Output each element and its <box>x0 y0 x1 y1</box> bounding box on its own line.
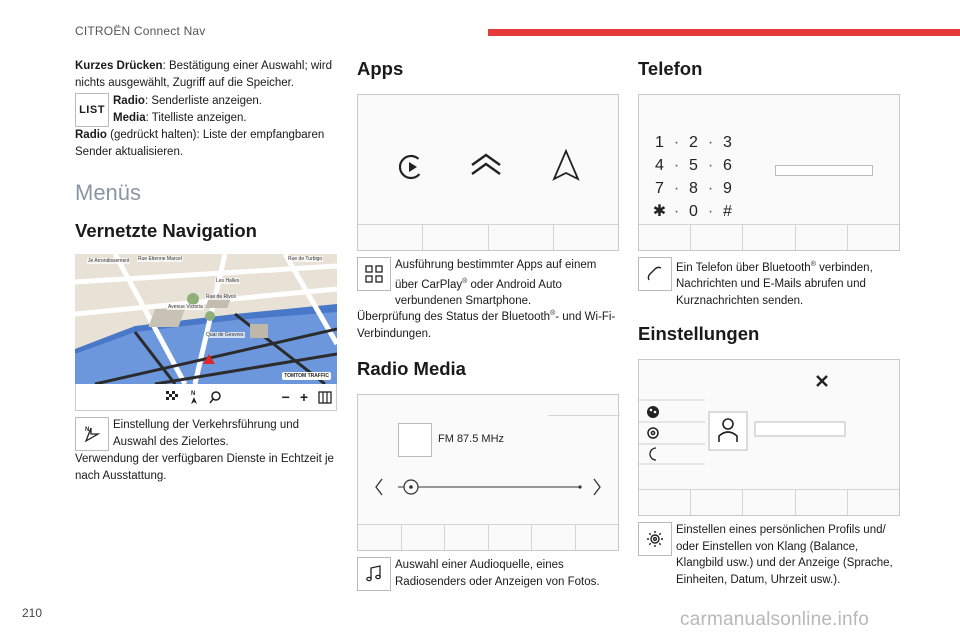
map-settings-icon[interactable] <box>318 391 332 404</box>
carplay-icon <box>396 152 427 183</box>
intro-text: : Bestätigung einer Auswahl; wird nichts ausgewählt, Zugriff auf die Speicher. <box>75 60 332 89</box>
android-auto-icon <box>554 151 578 179</box>
nav-desc-2: Verwendung der verfügbaren Dienste in Echtzeit je nach Ausstattung. <box>75 453 334 482</box>
column-right <box>638 58 900 588</box>
fm-frequency: FM 87.5 MHz <box>438 433 505 446</box>
key-2[interactable]: 2 <box>689 134 698 151</box>
apps-desc-text-a: Ausführung bestimmter Apps auf einem über CarPlay <box>395 259 597 291</box>
gear-icon <box>648 428 658 438</box>
phone-desc-row <box>638 257 900 309</box>
previous-icon <box>376 479 382 495</box>
apps-desc-text-c: Überprüfung des Status der Bluetooth <box>357 311 551 324</box>
zoom-in-icon[interactable]: + <box>299 389 308 405</box>
settings-desc: Einstellen eines persönlichen Profils und/ oder Einstellen von Klang (Balance, Klangbild usw.) und der Anzeige (Sprache, Einheiten, Datum, Uhrzeit usw.). <box>676 524 893 586</box>
radio-divider <box>548 415 620 416</box>
map-toolbar <box>75 384 337 411</box>
page-number: 210 <box>22 606 43 620</box>
radio-term: Radio <box>113 95 145 107</box>
map-label: Quai de Gesvres <box>206 332 244 338</box>
column-left <box>75 58 337 484</box>
apps-desc-text-d: - und Wi-Fi-Verbindungen. <box>357 311 616 340</box>
citroen-logo-icon <box>472 155 500 174</box>
key-4[interactable]: 4 <box>655 157 664 174</box>
registered-mark: ® <box>550 310 556 318</box>
intro-term: Kurzes Drücken <box>75 60 163 72</box>
header-accent-bar <box>488 29 960 36</box>
apps-desc-row <box>357 257 619 309</box>
settings-screen <box>638 359 900 516</box>
key-0[interactable]: 0 <box>689 203 698 220</box>
settings-screen-footer <box>639 489 899 515</box>
nav-desc-row <box>75 417 337 451</box>
map-graphic <box>75 254 337 384</box>
dial-keypad: 1 · 2 · 3 4 · 5 · 6 7 · 8 · 9 ✱ · 0 · # <box>651 131 736 223</box>
settings-gear-icon <box>638 522 672 556</box>
running-header: CITROËN Connect Nav <box>75 24 206 38</box>
list-row <box>75 93 337 127</box>
map-label: Avenue Victoria <box>168 304 203 310</box>
connected-navigation-heading: Vernetzte Navigation <box>75 220 257 241</box>
phone-desc <box>676 257 900 309</box>
watermark: carmanualsonline.info <box>680 609 870 630</box>
column-middle <box>357 58 619 591</box>
map-label: Rue de Rivoli <box>206 294 236 300</box>
telephone-screen <box>638 94 900 251</box>
phone-desc-text-a: Ein Telefon über Bluetooth <box>676 261 811 274</box>
profile-tile <box>709 412 747 450</box>
nav-desc-1: Einstellung der Verkehrsführung und Auswahl des Zielortes. <box>113 419 300 448</box>
key-9[interactable]: 9 <box>723 180 732 197</box>
key-8[interactable]: 8 <box>689 180 698 197</box>
key-star[interactable]: ✱ <box>652 203 667 220</box>
svg-text:N: N <box>190 391 195 397</box>
profile-name-field <box>755 422 845 436</box>
settings-desc-row <box>638 522 900 588</box>
search-icon[interactable] <box>209 391 222 404</box>
radio-long-text: (gedrückt halten): Liste der empfangbaren Sender aktualisieren. <box>75 129 325 158</box>
map-label: Je Arrondissement <box>88 258 130 264</box>
phone-desc-text-b: verbinden, Nachrichten und E-Mails abrufen und Kurznachrichten senden. <box>676 261 873 307</box>
station-artwork <box>398 423 432 457</box>
apps-heading: Apps <box>357 58 404 79</box>
key-5[interactable]: 5 <box>689 157 698 174</box>
frequency-slider[interactable] <box>358 467 620 507</box>
apps-icons <box>358 95 620 225</box>
next-icon <box>594 479 600 495</box>
radio-desc: Auswahl einer Audioquelle, eines Radiosenders oder Anzeigen von Fotos. <box>395 559 600 588</box>
settings-screen-graphic <box>639 360 901 490</box>
tomtom-traffic-logo: TOMTOM TRAFFIC <box>284 373 329 379</box>
phone-handset-icon <box>638 257 672 291</box>
media-text: : Titelliste anzeigen. <box>145 111 247 124</box>
list-row-text <box>113 93 262 126</box>
music-note-icon <box>357 557 391 591</box>
map-label: Rue Etienne Marcel <box>138 256 182 262</box>
menus-heading: Menüs <box>75 180 142 205</box>
apps-desc-2 <box>357 309 619 342</box>
navigation-map <box>75 254 337 384</box>
key-6[interactable]: 6 <box>723 157 732 174</box>
number-display-field[interactable] <box>775 165 873 176</box>
registered-mark: ® <box>810 261 816 268</box>
apps-grid-icon <box>357 257 391 291</box>
radio-media-heading: Radio Media <box>357 358 466 380</box>
radio-text: : Senderliste anzeigen. <box>144 95 262 107</box>
moon-icon <box>650 448 656 460</box>
intro-paragraph <box>75 58 337 91</box>
close-icon <box>817 376 827 386</box>
checkered-flag-icon[interactable] <box>166 391 179 404</box>
list-button-icon <box>75 93 109 127</box>
key-1[interactable]: 1 <box>655 134 664 151</box>
key-3[interactable]: 3 <box>723 134 732 151</box>
key-7[interactable]: 7 <box>655 180 664 197</box>
media-term: Media <box>113 111 146 124</box>
radio-screen-footer <box>358 524 618 550</box>
list-icon-label: LIST <box>79 104 105 116</box>
radio-screen <box>357 394 619 551</box>
zoom-out-icon[interactable]: − <box>281 389 290 405</box>
apps-desc-1 <box>395 257 619 309</box>
settings-heading: Einstellungen <box>638 323 760 345</box>
registered-mark: ® <box>462 277 468 285</box>
navigation-arrow-icon <box>75 417 109 451</box>
navigation-screen <box>75 254 337 411</box>
map-label: Rue de Turbigo <box>288 256 323 262</box>
radio-desc-row <box>357 557 619 591</box>
apps-desc-text-b: oder Android Auto verbundenen Smartphone. <box>395 278 562 307</box>
radio-long-paragraph <box>75 127 337 160</box>
telephone-heading: Telefon <box>638 58 703 79</box>
map-label: Les Halles <box>216 278 240 284</box>
key-hash[interactable]: # <box>723 203 732 220</box>
radio-long-term: Radio <box>75 129 107 141</box>
palette-icon <box>647 406 659 418</box>
apps-screen-footer <box>358 224 618 250</box>
apps-screen <box>357 94 619 251</box>
svg-text:N: N <box>85 427 90 433</box>
north-arrow-icon[interactable] <box>189 389 199 405</box>
telephone-screen-footer <box>639 224 899 250</box>
